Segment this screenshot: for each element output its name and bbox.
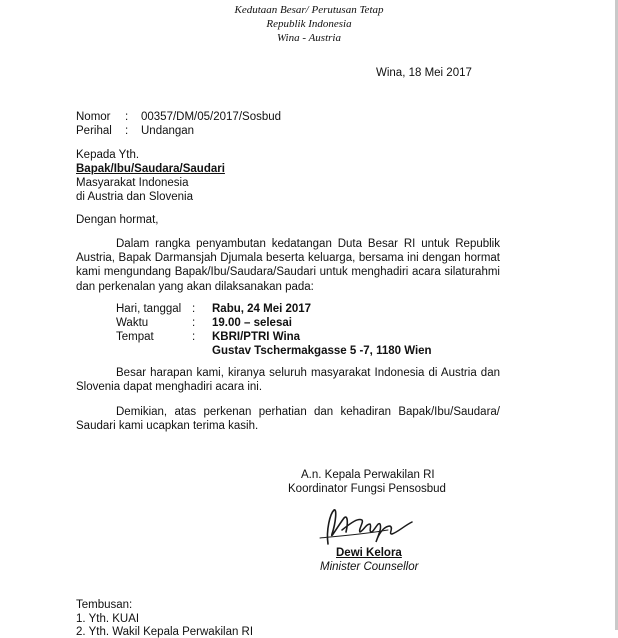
cc-item: 2. Yth. Wakil Kepala Perwakilan RI [76, 626, 254, 638]
perihal-separator: : [125, 125, 129, 137]
event-place-label: Tempat [116, 331, 154, 343]
perihal-value: Undangan [141, 125, 195, 137]
nomor-separator: : [125, 111, 129, 123]
body-paragraph-2: Besar harapan kami, kiranya seluruh masyarakat Indonesia di Austria dan Slovenia dapat menghadiri acara ini. [76, 367, 500, 394]
body-paragraph-3: Demikian, atas perkenan perhatian dan kehadiran Bapak/Ibu/Saudara/ Saudari kami ucapkan terima kasih. [76, 406, 500, 433]
event-date-label: Hari, tanggal [116, 303, 182, 315]
event-time-value: 19.00 – selesai [212, 317, 292, 329]
recipient-group: Masyarakat Indonesia [76, 177, 189, 189]
event-date-value: Rabu, 24 Mei 2017 [212, 303, 312, 315]
letter-date: Wina, 18 Mei 2017 [376, 67, 472, 79]
event-place-separator: : [192, 331, 196, 343]
letterhead-line-3: Wina - Austria [277, 32, 341, 44]
cc-item: 1. Yth. KUAI [76, 613, 140, 625]
perihal-label: Perihal [76, 125, 112, 137]
event-place-address: Gustav Tschermakgasse 5 -7, 1180 Wien [212, 345, 432, 357]
recipient-greeting: Kepada Yth. [76, 149, 140, 161]
recipient-location: di Austria dan Slovenia [76, 191, 193, 203]
event-place-name: KBRI/PTRI Wina [212, 331, 301, 343]
event-time-separator: : [192, 317, 196, 329]
body-paragraph-1: Dalam rangka penyambutan kedatangan Duta Besar RI untuk Republik Austria, Bapak Darmansjah Djumala beserta keluarga, bersama ini dengan hormat kami mengundang Bapak/Ibu/Saudara/Saudari untuk menghadiri acara silaturahmi dan perkenalan yang akan dilaksanakan pada: [76, 238, 500, 293]
salutation: Dengan hormat, [76, 214, 159, 226]
letterhead-line-2: Republik Indonesia [266, 18, 352, 30]
signatory-title: Minister Counsellor [320, 561, 419, 573]
signatory-name: Dewi Kelora [336, 547, 402, 559]
cc-heading: Tembusan: [76, 599, 133, 611]
letterhead-line-1: Kedutaan Besar/ Perutusan Tetap [234, 4, 384, 16]
handwritten-signature [318, 500, 422, 550]
nomor-value: 00357/DM/05/2017/Sosbud [141, 111, 282, 123]
signature-function: Koordinator Fungsi Pensosbud [288, 483, 446, 495]
nomor-label: Nomor [76, 111, 111, 123]
signature-authority: A.n. Kepala Perwakilan RI [301, 469, 435, 481]
event-time-label: Waktu [116, 317, 149, 329]
recipient-name: Bapak/Ibu/Saudara/Saudari [76, 163, 225, 175]
event-date-separator: : [192, 303, 196, 315]
